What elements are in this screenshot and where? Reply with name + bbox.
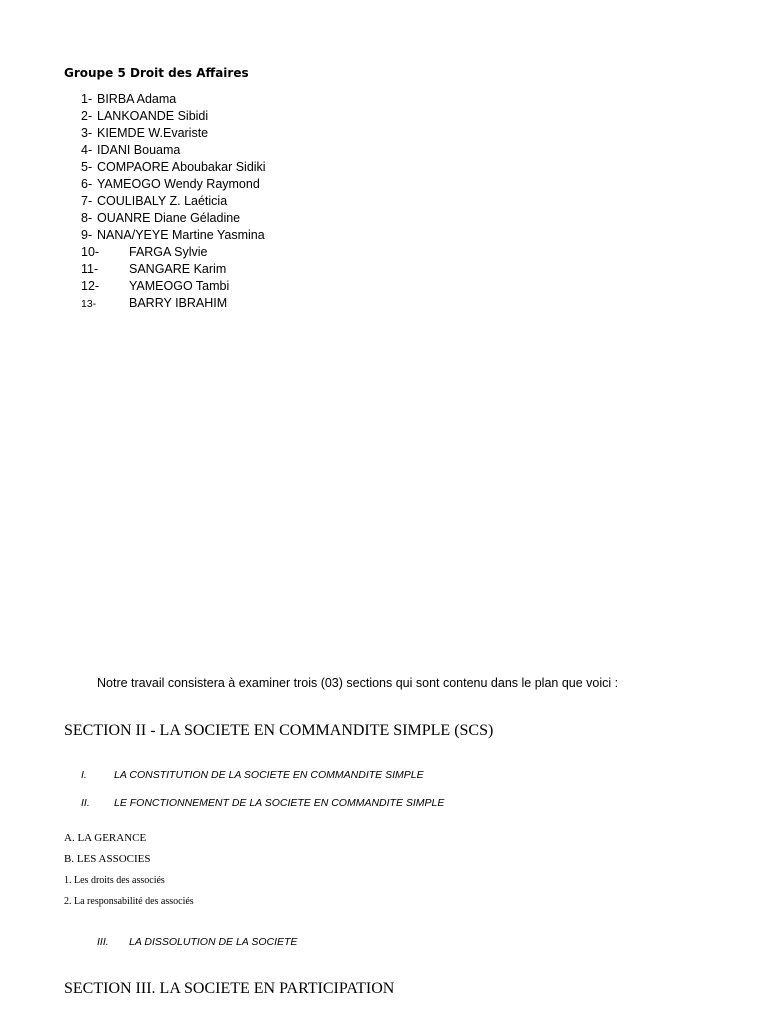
item-number: 10-: [81, 245, 100, 259]
item-number: 13-: [81, 298, 97, 310]
section-iii-heading: SECTION III. LA SOCIETE EN PARTICIPATION: [64, 980, 395, 997]
list-item: [81, 142, 266, 159]
roman-numeral: I.: [81, 769, 87, 781]
member-name: FARGA Sylvie: [129, 245, 208, 259]
subitem-gerance: A. LA GERANCE: [64, 832, 147, 844]
item-number: 6-: [81, 177, 93, 191]
member-name: COULIBALY Z. Laéticia: [97, 194, 228, 208]
list-item: [81, 159, 266, 176]
item-number: 11-: [81, 262, 99, 276]
list-item: [81, 125, 266, 142]
member-name: YAMEOGO Wendy Raymond: [97, 177, 260, 191]
item-number: 9-: [81, 228, 93, 242]
member-list: [81, 91, 266, 312]
list-item: [81, 108, 266, 125]
member-name: COMPAORE Aboubakar Sidiki: [97, 160, 266, 174]
item-number: 4-: [81, 143, 93, 157]
group-title: Groupe 5 Droit des Affaires: [64, 66, 249, 80]
list-item: [81, 244, 266, 261]
list-item: [81, 261, 266, 278]
member-name: BIRBA Adama: [97, 92, 177, 106]
outline-item-i: [81, 769, 424, 781]
member-name: KIEMDE W.Evariste: [97, 126, 209, 140]
subitem-responsabilite: 2. La responsabilité des associés: [64, 896, 194, 907]
item-number: 7-: [81, 194, 93, 208]
list-item: [81, 278, 266, 295]
section-ii-heading: SECTION II - LA SOCIETE EN COMMANDITE SIMPLE (SCS): [64, 722, 494, 739]
item-number: 1-: [81, 92, 93, 106]
member-name: YAMEOGO Tambi: [129, 279, 230, 293]
member-name: LANKOANDE Sibidi: [97, 109, 209, 123]
item-number: 12-: [81, 279, 100, 293]
member-name: IDANI Bouama: [97, 143, 181, 157]
outline-item-iii: [97, 936, 297, 948]
member-name: OUANRE Diane Géladine: [97, 211, 241, 225]
item-number: 2-: [81, 109, 93, 123]
outline-item-label: LE FONCTIONNEMENT DE LA SOCIETE EN COMMANDITE SIMPLE: [114, 797, 445, 809]
item-number: 5-: [81, 160, 93, 174]
outline-item-label: LA CONSTITUTION DE LA SOCIETE EN COMMANDITE SIMPLE: [114, 769, 424, 781]
member-name: SANGARE Karim: [129, 262, 227, 276]
subitem-associes: B. LES ASSOCIES: [64, 853, 151, 865]
list-item: [81, 91, 266, 108]
list-item: [81, 193, 266, 210]
list-item: [81, 210, 266, 227]
list-item: [81, 227, 266, 244]
roman-numeral: II.: [81, 797, 90, 809]
outline-item-ii: [81, 797, 444, 809]
list-item: [81, 176, 266, 193]
item-number: 3-: [81, 126, 93, 140]
member-name: BARRY IBRAHIM: [129, 296, 228, 310]
member-name: NANA/YEYE Martine Yasmina: [97, 228, 265, 242]
intro-paragraph: Notre travail consistera à examiner trois (03) sections qui sont contenu dans le plan que voici :: [97, 676, 619, 690]
roman-numeral: III.: [97, 936, 109, 948]
list-item: [81, 295, 266, 312]
item-number: 8-: [81, 211, 93, 225]
subitem-droits: 1. Les droits des associés: [64, 875, 165, 886]
outline-item-label: LA DISSOLUTION DE LA SOCIETE: [129, 936, 298, 948]
